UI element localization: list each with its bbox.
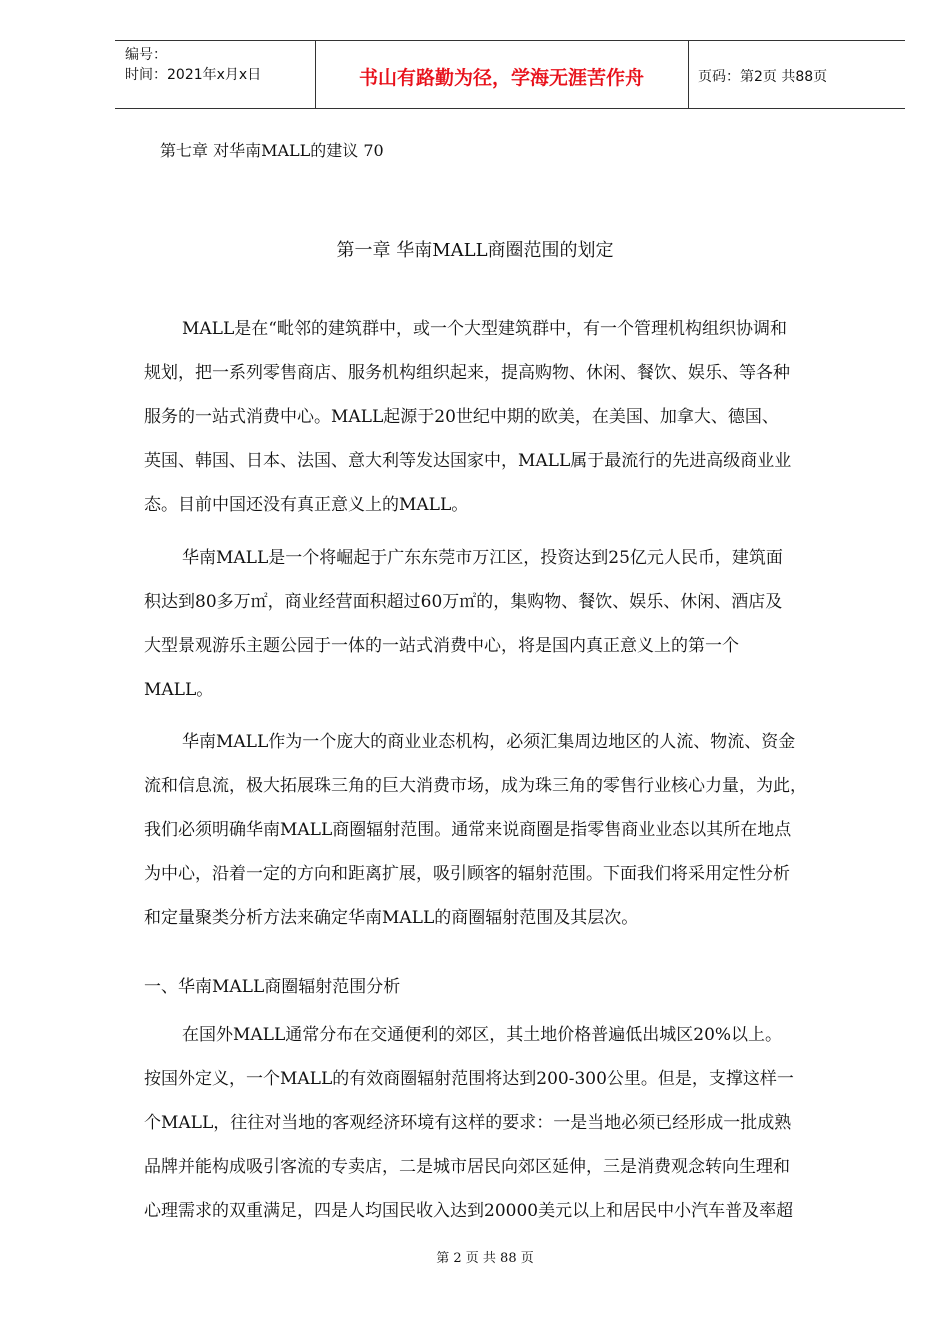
- text-line: 个MALL，往往对当地的客观经济环境有这样的要求：一是当地必须已经形成一批成熟: [144, 1113, 792, 1133]
- text-line: 华南MALL是一个将崛起于广东东莞市万江区，投资达到25亿元人民币，建筑面: [182, 548, 783, 568]
- text-line: 在国外MALL通常分布在交通便利的郊区，其土地价格普遍低出城区20%以上。: [182, 1025, 783, 1045]
- text-line: 服务的一站式消费中心。MALL起源于20世纪中期的欧美，在美国、加拿大、德国、: [144, 407, 779, 427]
- section-title: 一、华南MALL商圈辐射范围分析: [144, 977, 401, 997]
- chapter-title: 第一章 华南MALL商圈范围的划定: [336, 240, 614, 261]
- page-code: 页码：第2页 共88页: [698, 69, 828, 85]
- text-line: 为中心，沿着一定的方向和距离扩展，吸引顾客的辐射范围。下面我们将采用定性分析: [144, 864, 790, 884]
- header-motto-cell: [315, 41, 689, 108]
- time-label: 时间：2021年x月x日: [125, 67, 262, 83]
- text-line: 华南MALL作为一个庞大的商业业态机构，必须汇集周边地区的人流、物流、资金: [182, 732, 796, 752]
- motto: 书山有路勤为径，学海无涯苦作舟: [358, 67, 644, 89]
- paragraph-3: [144, 720, 876, 940]
- paragraph-4: [144, 1013, 876, 1233]
- text-line: MALL是在“毗邻的建筑群中，或一个大型建筑群中，有一个管理机构组织协调和: [182, 319, 787, 339]
- text-line: 规划，把一系列零售商店、服务机构组织起来，提高购物、休闲、餐饮、娱乐、等各种: [144, 363, 790, 383]
- toc-line: 第七章 对华南MALL的建议 70: [160, 141, 384, 160]
- paragraph-2: [144, 536, 876, 712]
- text-line: MALL。: [144, 680, 214, 700]
- text-line: 我们必须明确华南MALL商圈辐射范围。通常来说商圈是指零售商业业态以其所在地点: [144, 820, 792, 840]
- text-line: 按国外定义，一个MALL的有效商圈辐射范围将达到200-300公里。但是，支撑这样一: [144, 1069, 794, 1089]
- text-line: 心理需求的双重满足，四是人均国民收入达到20000美元以上和居民中小汽车普及率超: [144, 1201, 794, 1221]
- header-page-cell: [688, 41, 905, 108]
- serial-label: 编号：: [125, 47, 167, 63]
- text-line: 态。目前中国还没有真正意义上的MALL。: [144, 495, 469, 515]
- text-line: 大型景观游乐主题公园于一体的一站式消费中心，将是国内真正意义上的第一个: [144, 636, 739, 656]
- text-line: 品牌并能构成吸引客流的专卖店，二是城市居民向郊区延伸，三是消费观念转向生理和: [144, 1157, 790, 1177]
- text-line: 和定量聚类分析方法来确定华南MALL的商圈辐射范围及其层次。: [144, 908, 639, 928]
- header-info-cell: [115, 41, 316, 108]
- text-line: 英国、韩国、日本、法国、意大利等发达国家中，MALL属于最流行的先进高级商业业: [144, 451, 792, 471]
- page-header: [115, 40, 905, 109]
- text-line: 流和信息流，极大拓展珠三角的巨大消费市场，成为珠三角的零售行业核心力量，为此，: [144, 776, 807, 796]
- page-footer: 第 2 页 共 88 页: [436, 1251, 534, 1266]
- text-line: 积达到80多万㎡，商业经营面积超过60万㎡的，集购物、餐饮、娱乐、休闲、酒店及: [144, 592, 783, 612]
- paragraph-1: [144, 307, 876, 527]
